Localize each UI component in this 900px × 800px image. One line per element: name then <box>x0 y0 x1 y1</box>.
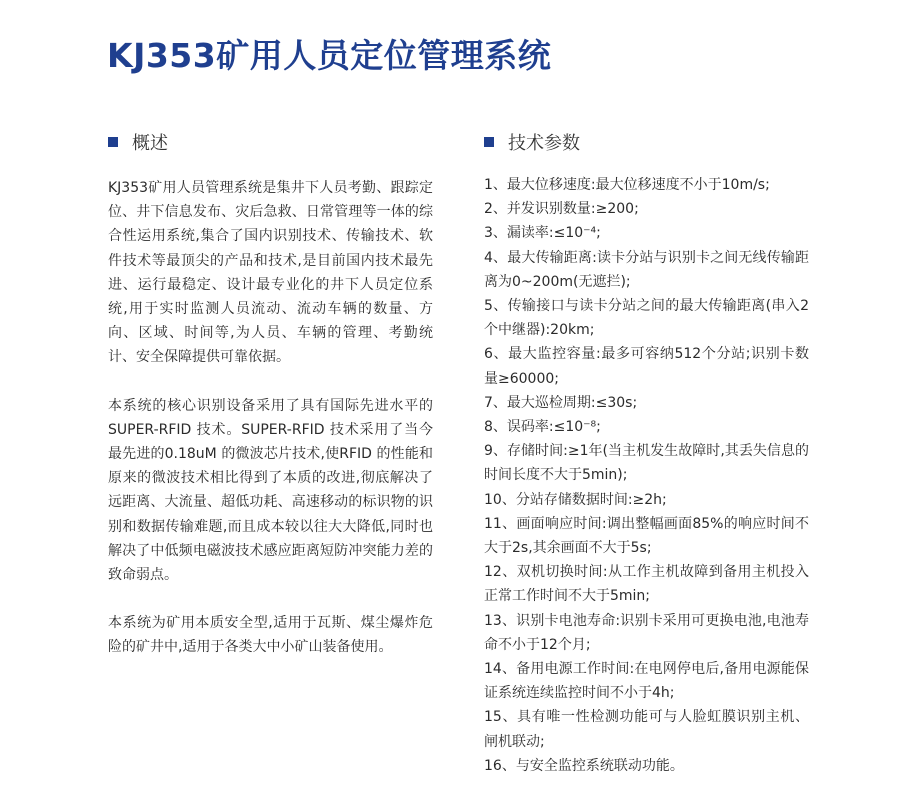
tech-param-item: 4、最大传输距离:读卡分站与识别卡之间无线传输距离为0~200m(无遮拦); <box>484 249 809 290</box>
tech-param-item: 2、并发识别数量:≥200; <box>484 201 639 218</box>
tech-params-heading <box>484 129 580 155</box>
tech-param-item: 10、分站存储数据时间:≥2h; <box>484 491 667 508</box>
tech-param-item: 15、具有唯一性检测功能可与人脸虹膜识别主机、闸机联动; <box>484 709 809 750</box>
bullet-square-icon <box>484 137 494 147</box>
tech-param-item: 9、存储时间:≥1年(当主机发生故障时,其丢失信息的时间长度不大于5min); <box>484 443 809 484</box>
overview-paragraph: 本系统为矿用本质安全型,适用于瓦斯、煤尘爆炸危险的矿井中,适用于各类大中小矿山装备使用。 <box>108 615 433 656</box>
tech-param-item: 5、传输接口与读卡分站之间的最大传输距离(串入2个中继器):20km; <box>484 298 809 339</box>
tech-param-item: 1、最大位移速度:最大位移速度不小于10m/s; <box>484 177 770 193</box>
tech-param-item: 12、双机切换时间:从工作主机故障到备用主机投入正常工作时间不大于5min; <box>484 564 809 605</box>
overview-paragraph: 本系统的核心识别设备采用了具有国际先进水平的SUPER-RFID 技术。SUPER-RFID 技术采用了当今最先进的0.18uM 的微波芯片技术,使RFID 的性能和原来的微波技术相比得到了本质的改进,彻底解决了远距离、大流量、超低功耗、高速移动的标识物的识别和数据传输难题,而且成本较以往大大降低,同时也解决了中低频电磁波技术感应距离短防冲突能力差的致命弱点。 <box>108 397 433 584</box>
tech-params-heading-label: 技术参数 <box>508 133 580 154</box>
tech-param-item: 14、备用电源工作时间:在电网停电后,备用电源能保证系统连续监控时间不小于4h; <box>484 661 809 702</box>
page-title: KJ353矿用人员定位管理系统 <box>107 36 552 75</box>
bullet-square-icon <box>108 137 118 147</box>
tech-param-item: 16、与安全监控系统联动功能。 <box>484 757 684 774</box>
tech-param-item: 6、最大监控容量:最多可容纳512个分站;识别卡数量≥60000; <box>484 346 809 387</box>
overview-heading-label: 概述 <box>132 133 168 154</box>
tech-param-item: 13、识别卡电池寿命:识别卡采用可更换电池,电池寿命不小于12个月; <box>484 612 809 653</box>
tech-param-item: 3、漏读率:≤10⁻⁴; <box>484 225 601 242</box>
tech-params-list <box>484 173 809 778</box>
tech-param-item: 7、最大巡检周期:≤30s; <box>484 394 638 411</box>
overview-paragraph: KJ353矿用人员管理系统是集井下人员考勤、跟踪定位、井下信息发布、灾后急救、日常管理等一体的综合性运用系统,集合了国内识别技术、传输技术、软件技术等最顶尖的产品和技术,是目前国内技术最先进、运行最稳定、设计最专业化的井下人员定位系统,用于实时监测人员流动、流动车辆的数量、方向、区域、时间等,为人员、车辆的管理、考勤统计、安全保障提供可靠依据。 <box>108 180 433 366</box>
tech-param-item: 11、画面响应时间:调出整幅画面85%的响应时间不大于2s,其余画面不大于5s; <box>484 515 809 557</box>
tech-param-item: 8、误码率:≤10⁻⁸; <box>484 419 601 436</box>
overview-heading <box>108 129 168 155</box>
overview-body <box>108 176 433 684</box>
